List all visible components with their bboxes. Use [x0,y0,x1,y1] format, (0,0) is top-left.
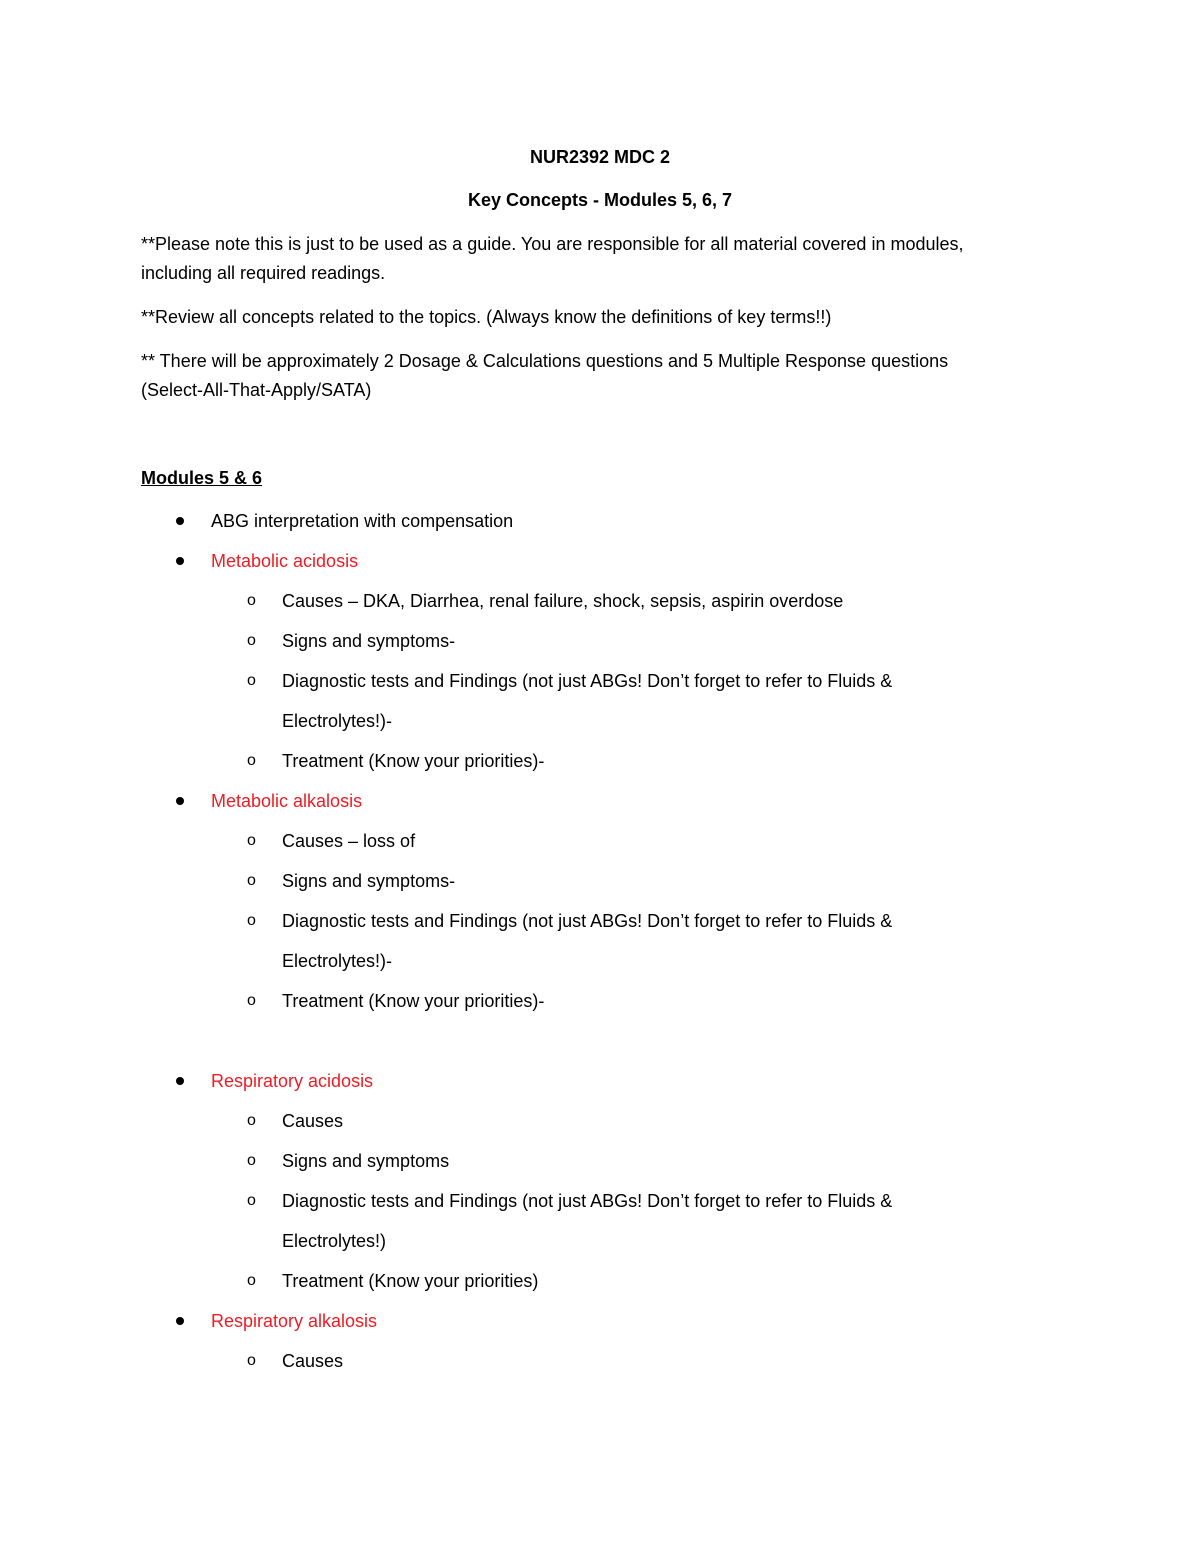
sub-bullet-icon: o [247,1272,256,1289]
sub-bullet-icon: o [247,992,256,1009]
bullet-icon [176,797,184,805]
note-line-5: (Select-All-That-Apply/SATA) [141,380,372,400]
sub-list-item: Causes – loss of [282,831,416,851]
document-title: NUR2392 MDC 2 [529,147,671,167]
bullet-icon [176,557,184,565]
document-subtitle: Key Concepts - Modules 5, 6, 7 [467,190,733,210]
sub-bullet-icon: o [247,592,256,609]
list-item-topic: Respiratory alkalosis [211,1311,378,1331]
sub-bullet-icon: o [247,872,256,889]
sub-bullet-icon: o [247,672,256,689]
sub-list-item: Signs and symptoms [282,1151,450,1171]
sub-bullet-icon: o [247,752,256,769]
bullet-icon [176,1317,184,1325]
bullet-icon [176,1077,184,1085]
sub-list-item: Signs and symptoms- [282,631,456,651]
sub-list-item-continued: Electrolytes!) [282,1231,387,1251]
sub-list-item: Treatment (Know your priorities) [282,1271,539,1291]
list-item: ABG interpretation with compensation [211,511,514,531]
sub-list-item: Causes [282,1351,344,1371]
sub-list-item: Diagnostic tests and Findings (not just ABGs! Don’t forget to refer to Fluids & [282,1191,893,1211]
list-item-topic: Metabolic alkalosis [211,791,363,811]
bullet-icon [176,517,184,525]
sub-list-item: Treatment (Know your priorities)- [282,751,545,771]
sub-list-item: Causes [282,1111,344,1131]
sub-bullet-icon: o [247,1352,256,1369]
sub-bullet-icon: o [247,912,256,929]
sub-bullet-icon: o [247,832,256,849]
sub-list-item-continued: Electrolytes!)- [282,711,393,731]
sub-bullet-icon: o [247,1112,256,1129]
section-heading: Modules 5 & 6 [141,468,263,488]
sub-bullet-icon: o [247,1192,256,1209]
sub-bullet-icon: o [247,632,256,649]
sub-list-item-continued: Electrolytes!)- [282,951,393,971]
note-line-2: including all required readings. [141,263,386,283]
list-item-topic: Metabolic acidosis [211,551,359,571]
note-line-1: **Please note this is just to be used as a guide. You are responsible for all material covered in modules, [141,234,964,254]
sub-list-item: Signs and symptoms- [282,871,456,891]
sub-bullet-icon: o [247,1152,256,1169]
sub-list-item: Diagnostic tests and Findings (not just ABGs! Don’t forget to refer to Fluids & [282,911,893,931]
note-line-3: **Review all concepts related to the topics. (Always know the definitions of key terms!!) [141,307,832,327]
sub-list-item: Treatment (Know your priorities)- [282,991,545,1011]
note-line-4: ** There will be approximately 2 Dosage & Calculations questions and 5 Multiple Response questions [141,351,949,371]
sub-list-item: Diagnostic tests and Findings (not just ABGs! Don’t forget to refer to Fluids & [282,671,893,691]
sub-list-item: Causes – DKA, Diarrhea, renal failure, shock, sepsis, aspirin overdose [282,591,844,611]
list-item-topic: Respiratory acidosis [211,1071,374,1091]
